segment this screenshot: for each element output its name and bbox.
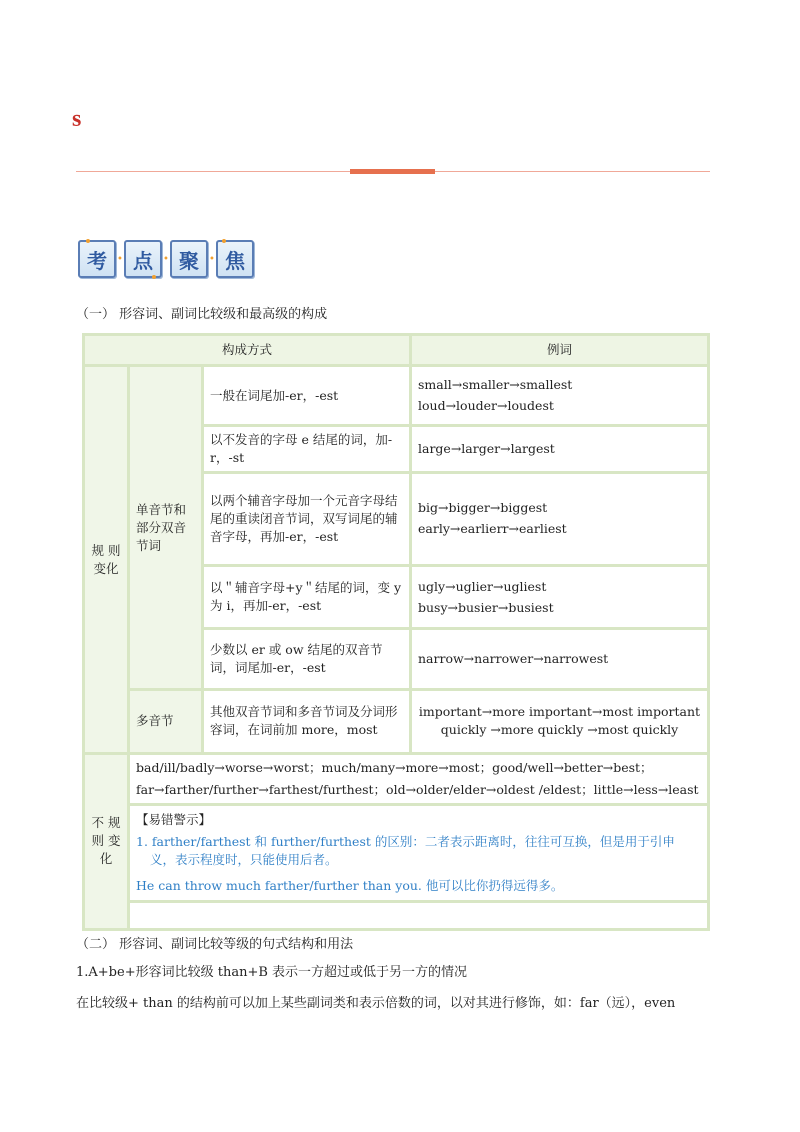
badge-char: 焦 <box>216 240 254 278</box>
rule-cell: 以不发音的字母 e 结尾的词，加-r，-st <box>203 426 411 473</box>
warning-title: 【易错警示】 <box>136 811 212 827</box>
badge-connector: • <box>163 253 169 265</box>
empty-cell <box>129 901 709 929</box>
rule-cell: 一般在词尾加-er，-est <box>203 366 411 426</box>
irregular-forms: bad/ill/badly→worse→worst；much/many→more→most；good/well→better→best； far→farther/further→farthest/furthest；old→older/elder→oldest /eldest；little→less→least <box>129 753 709 805</box>
title-divider-accent <box>350 169 435 174</box>
badge-connector: • <box>209 253 215 265</box>
page-title: s <box>72 106 82 132</box>
regular-change-label: 规 则 变化 <box>84 366 129 753</box>
section-badge <box>78 240 254 278</box>
example-cell: small→smaller→smallest loud→louder→loudest <box>411 366 709 426</box>
example-cell: ugly→uglier→ugliest busy→busier→busiest <box>411 566 709 629</box>
warning-rule-cont: 义，表示程度时，只能使用后者。 <box>150 851 338 867</box>
polysyllabic-label: 多音节 <box>129 689 203 753</box>
point-1-description: 在比较级+ than 的结构前可以加上某些副词类和表示倍数的词，以对其进行修饰，如：far（远），even <box>76 996 676 1011</box>
badge-char: 点 <box>124 240 162 278</box>
badge-char: 聚 <box>170 240 208 278</box>
example-cell: large→larger→largest <box>411 426 709 473</box>
example-cell: important→more important→most important quickly →more quickly →most quickly <box>411 689 709 753</box>
point-1: 1.A+be+形容词比较级 than+B 表示一方超过或低于另一方的情况 <box>76 965 468 980</box>
irregular-change-label: 不 规 则 变 化 <box>84 753 129 929</box>
comparison-table <box>82 333 710 931</box>
rule-cell: 少数以 er 或 ow 结尾的双音节词，词尾加-er，-est <box>203 628 411 689</box>
header-example: 例词 <box>411 335 709 366</box>
badge-char: 考 <box>78 240 116 278</box>
rule-cell: 以＂辅音字母+y＂结尾的词，变 y 为 i，再加-er，-est <box>203 566 411 629</box>
warning-box <box>129 805 709 901</box>
rule-cell: 其他双音节词和多音节词及分词形容词，在词前加 more，most <box>203 689 411 753</box>
monosyllabic-label: 单音节和部分双音节词 <box>129 366 203 689</box>
example-cell: narrow→narrower→narrowest <box>411 628 709 689</box>
section-heading-1: （一） 形容词、副词比较级和最高级的构成 <box>76 307 328 322</box>
badge-connector: • <box>117 253 123 265</box>
warning-example: He can throw much farther/further than you. 他可以比你扔得远得多。 <box>136 877 564 893</box>
example-cell: big→bigger→biggest early→earlierr→earliest <box>411 472 709 565</box>
header-method: 构成方式 <box>84 335 411 366</box>
warning-rule: 1. farther/farthest 和 further/furthest 的区别：二者表示距离时，往往可互换，但是用于引申 <box>136 833 675 849</box>
rule-cell: 以两个辅音字母加一个元音字母结尾的重读闭音节词，双写词尾的辅音字母，再加-er，-est <box>203 472 411 565</box>
section-heading-2: （二） 形容词、副词比较等级的句式结构和用法 <box>76 937 354 952</box>
